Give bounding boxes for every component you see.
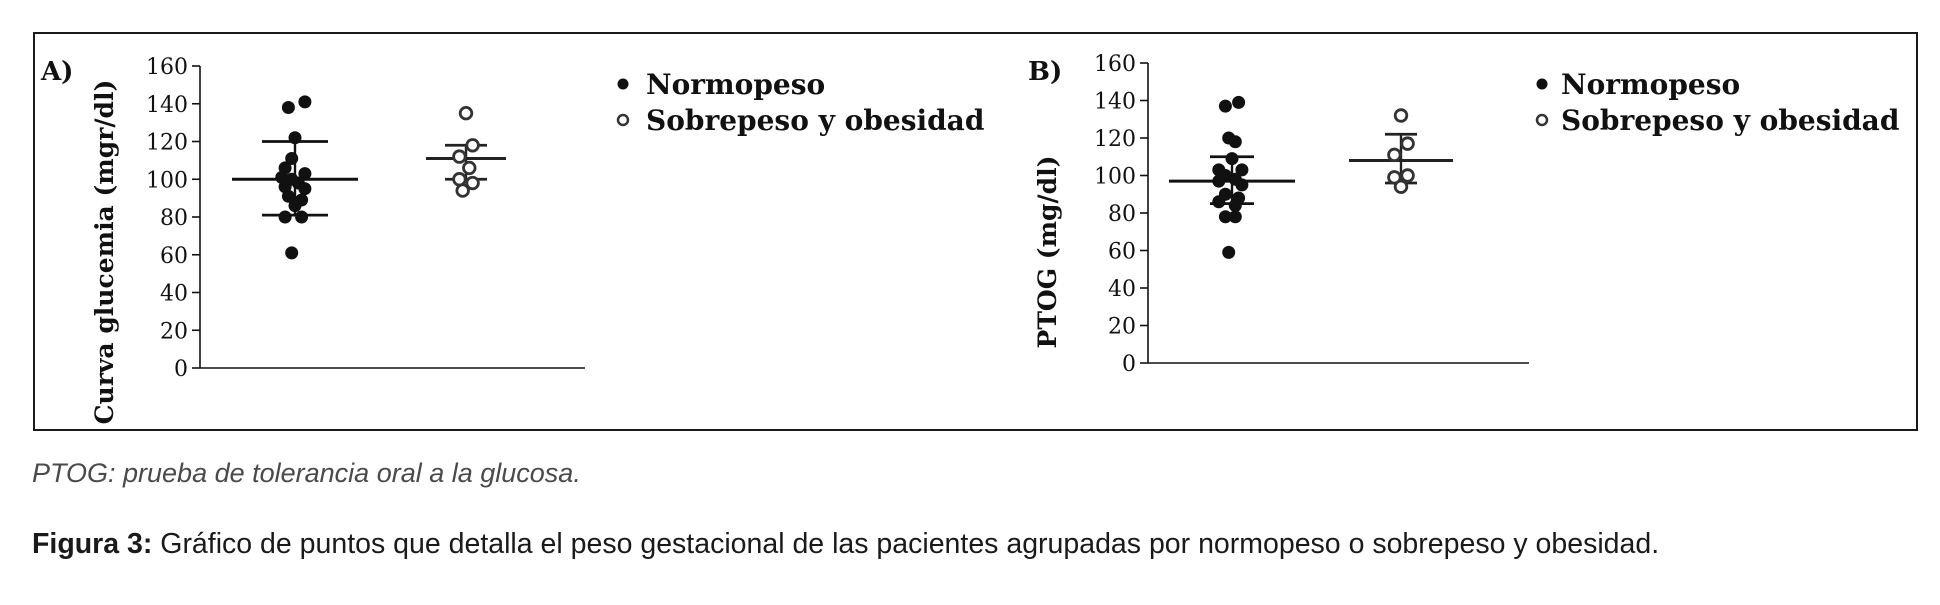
panel-a-y-tick-label: 80 — [160, 206, 188, 231]
panel-a-y-tick-label: 40 — [160, 281, 188, 307]
panel-a-label: A) — [41, 57, 74, 87]
panel-b-y-tick-label: 0 — [1122, 352, 1136, 377]
panel-b-point-sobrepeso — [1402, 170, 1414, 182]
panel-b-point-sobrepeso — [1389, 149, 1401, 161]
panel-a-y-tick-label: 20 — [160, 319, 188, 345]
panel-b-y-tick-label: 80 — [1108, 202, 1136, 227]
panel-a-point-normopeso — [289, 131, 302, 144]
panel-a-point-normopeso — [298, 95, 311, 108]
panel-a-point-normopeso — [295, 211, 308, 224]
panel-b-y-tick-label: 60 — [1108, 239, 1136, 265]
panel-b-point-normopeso — [1229, 210, 1242, 223]
panel-b-y-tick-label: 160 — [1094, 52, 1136, 77]
panel-b-y-tick-label: 20 — [1108, 314, 1136, 340]
figure-caption — [32, 528, 1659, 561]
panel-a-point-normopeso — [282, 101, 295, 114]
panel-b-point-normopeso — [1235, 178, 1248, 191]
panel-b-y-tick-label: 140 — [1094, 89, 1136, 115]
panel-b-point-normopeso — [1212, 175, 1225, 188]
panel-a-legend — [618, 68, 985, 137]
panel-a-point-normopeso — [298, 182, 311, 195]
panel-a-legend-normopeso: Normopeso — [646, 68, 826, 101]
legend-marker-sobrepeso — [618, 115, 628, 125]
panel-b-point-normopeso — [1212, 195, 1225, 208]
panel-b-label: B) — [1028, 57, 1063, 87]
panel-b-point-normopeso — [1226, 152, 1239, 165]
panel-a-y-tick-label: 120 — [146, 130, 188, 156]
panel-a-point-normopeso — [289, 199, 302, 212]
panel-a-point-normopeso — [279, 211, 292, 224]
panel-b-point-sobrepeso — [1395, 110, 1407, 122]
panel-b-y-tick-label: 120 — [1094, 127, 1136, 152]
panel-b-y-tick-label: 40 — [1108, 277, 1136, 302]
panel-b-y-axis-label: PTOG (mg/dl) — [1033, 155, 1062, 349]
figure-footnote: PTOG: prueba de tolerancia oral a la glucosa. — [32, 458, 581, 488]
panel-a-chart — [33, 0, 993, 430]
panel-b-point-normopeso — [1232, 96, 1245, 109]
panel-a-point-sobrepeso — [464, 162, 476, 174]
panel-b-point-sobrepeso — [1395, 181, 1407, 193]
panel-b-point-normopeso — [1229, 135, 1242, 148]
panel-a-y-axis-label: Curva glucemia (mgr/dl) — [90, 79, 119, 425]
panel-b-point-sobrepeso — [1402, 138, 1414, 150]
panel-b-point-normopeso — [1229, 199, 1242, 212]
panel-a-y-tick-label: 60 — [160, 243, 188, 269]
panel-b-chart — [993, 0, 1918, 430]
legend-marker-normopeso — [1537, 79, 1548, 90]
panel-b-point-normopeso — [1222, 246, 1235, 259]
panel-b-legend — [1537, 68, 1900, 137]
panel-a-point-normopeso — [285, 246, 298, 259]
panel-a-y-tick-label: 100 — [146, 168, 188, 194]
panel-b-y-tick-label: 100 — [1094, 164, 1136, 190]
panel-a-point-sobrepeso — [460, 107, 472, 119]
panel-a-point-sobrepeso — [457, 185, 469, 197]
legend-marker-sobrepeso — [1537, 115, 1547, 125]
legend-marker-normopeso — [618, 79, 629, 90]
panel-a-y-tick-label: 160 — [146, 55, 188, 80]
panel-a-point-sobrepeso — [454, 151, 466, 163]
panel-a-legend-sobrepeso: Sobrepeso y obesidad — [646, 104, 985, 137]
figure-caption-label: Figura 3: — [32, 528, 153, 560]
panel-b-legend-normopeso: Normopeso — [1561, 68, 1741, 101]
panel-b-point-normopeso — [1219, 100, 1232, 113]
panel-a-point-sobrepeso — [454, 173, 466, 185]
panel-a-y-tick-label: 0 — [174, 357, 188, 382]
panel-a-y-tick-label: 140 — [146, 92, 188, 118]
figure-caption-text: Gráfico de puntos que detalla el peso gestacional de las pacientes agrupadas por normopeso o sobrepeso y obesidad. — [152, 528, 1660, 560]
panel-a-point-sobrepeso — [467, 139, 479, 151]
panel-b-legend-sobrepeso: Sobrepeso y obesidad — [1561, 104, 1900, 137]
